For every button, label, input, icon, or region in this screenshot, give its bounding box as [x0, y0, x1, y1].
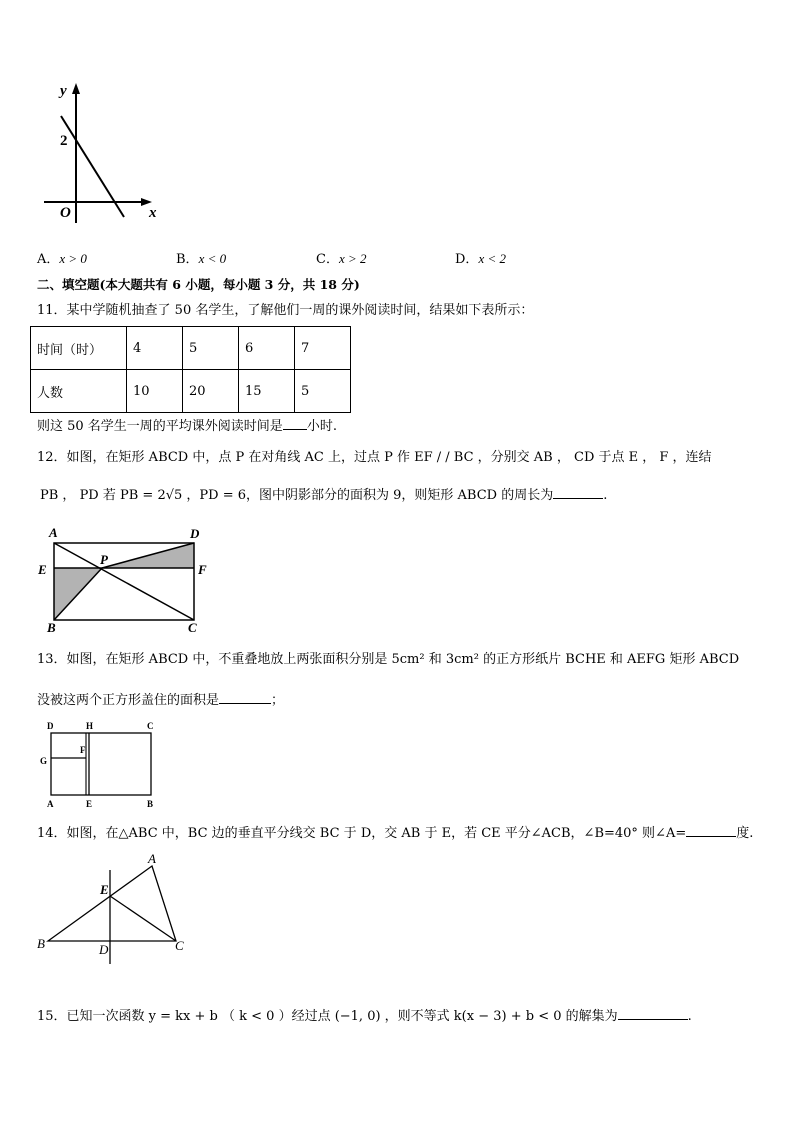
answer-blank	[219, 691, 271, 704]
q14-figure	[34, 848, 194, 970]
label-e: E	[86, 799, 93, 809]
table-cell: 20	[183, 370, 239, 413]
answer-blank	[686, 824, 736, 837]
q12-line1: 12．如图，在矩形 ABCD 中，点 P 在对角线 AC 上，过点 P 作 EF / / BC ，分别交 AB ， CD 于点 E ， F ，连结	[37, 450, 712, 465]
label-c: C	[188, 620, 197, 635]
table-cell: 时间（时）	[31, 327, 127, 370]
q11-follow: 则这 50 名学生一周的平均课外阅读时间是 小时.	[37, 419, 337, 434]
table-cell: 4	[127, 327, 183, 370]
label-a: A	[49, 525, 58, 540]
q11-text: 11．某中学随机抽查了 50 名学生，了解他们一周的课外阅读时间，结果如下表所示：	[37, 303, 534, 318]
q11-table	[30, 326, 351, 413]
label-c: C	[147, 721, 154, 731]
table-cell: 5	[183, 327, 239, 370]
label-b: B	[37, 936, 45, 951]
label-a: A	[148, 851, 156, 866]
section-title: 二、填空题(本大题共有 6 小题，每小题 3 分，共 18 分)	[37, 277, 360, 292]
q13-figure	[36, 718, 166, 810]
q13-line2: 没被这两个正方形盖住的面积是 ；	[37, 693, 285, 708]
table-cell: 7	[295, 327, 351, 370]
label-e: E	[100, 882, 109, 897]
label-f: F	[198, 562, 207, 577]
label-g: G	[40, 756, 48, 766]
label-c: C	[175, 938, 184, 953]
segment-ce	[110, 896, 176, 941]
table-cell: 15	[239, 370, 295, 413]
label-e: E	[38, 562, 47, 577]
label-d: D	[190, 526, 200, 541]
q10-option-c: C．x > 2	[316, 251, 367, 267]
rectangle-abcd	[51, 733, 151, 795]
label-b: B	[47, 620, 56, 635]
label-h: H	[86, 721, 94, 731]
q10-option-a: A．x > 0	[37, 251, 87, 267]
label-d: D	[47, 721, 54, 731]
label-d: D	[99, 942, 109, 957]
triangle-abc	[48, 866, 176, 941]
q12-figure	[34, 524, 214, 636]
table-cell: 10	[127, 370, 183, 413]
table-cell: 人数	[31, 370, 127, 413]
origin-label: O	[60, 205, 71, 221]
answer-blank	[618, 1007, 688, 1020]
q10-option-b: B．x < 0	[176, 251, 227, 267]
table-row	[31, 370, 351, 413]
label-p: P	[100, 552, 108, 567]
y-axis-arrow	[72, 83, 80, 94]
table-cell: 5	[295, 370, 351, 413]
answer-blank	[283, 417, 307, 430]
q10-option-d: D．x < 2	[455, 251, 506, 267]
q10-graph	[36, 78, 166, 228]
q13-line1: 13．如图，在矩形 ABCD 中，不重叠地放上两张面积分别是 5cm² 和 3cm² 的正方形纸片 BCHE 和 AEFG 矩形 ABCD	[37, 652, 740, 667]
x-axis-label: x	[149, 205, 157, 221]
table-cell: 6	[239, 327, 295, 370]
label-b: B	[147, 799, 154, 809]
q12-line2: PB ， PD 若 PB = 2√5 ，PD = 6，图中阴影部分的面积为 9，则矩形 ABCD 的周长为 .	[40, 488, 608, 503]
answer-blank	[553, 486, 603, 499]
intercept-label: 2	[60, 133, 68, 149]
table-row	[31, 327, 351, 370]
q15-text: 15．已知一次函数 y = kx + b （ k < 0 ）经过点 (−1, 0) ，则不等式 k(x − 3) + b < 0 的解集为 .	[37, 1009, 692, 1024]
label-a: A	[47, 799, 54, 809]
y-axis-label: y	[60, 83, 67, 99]
q14-text: 14．如图，在△ABC 中，BC 边的垂直平分线交 BC 于 D，交 AB 于 E，若 CE 平分∠ACB，∠B=40° 则∠A= 度.	[37, 826, 754, 841]
label-f: F	[80, 745, 86, 755]
